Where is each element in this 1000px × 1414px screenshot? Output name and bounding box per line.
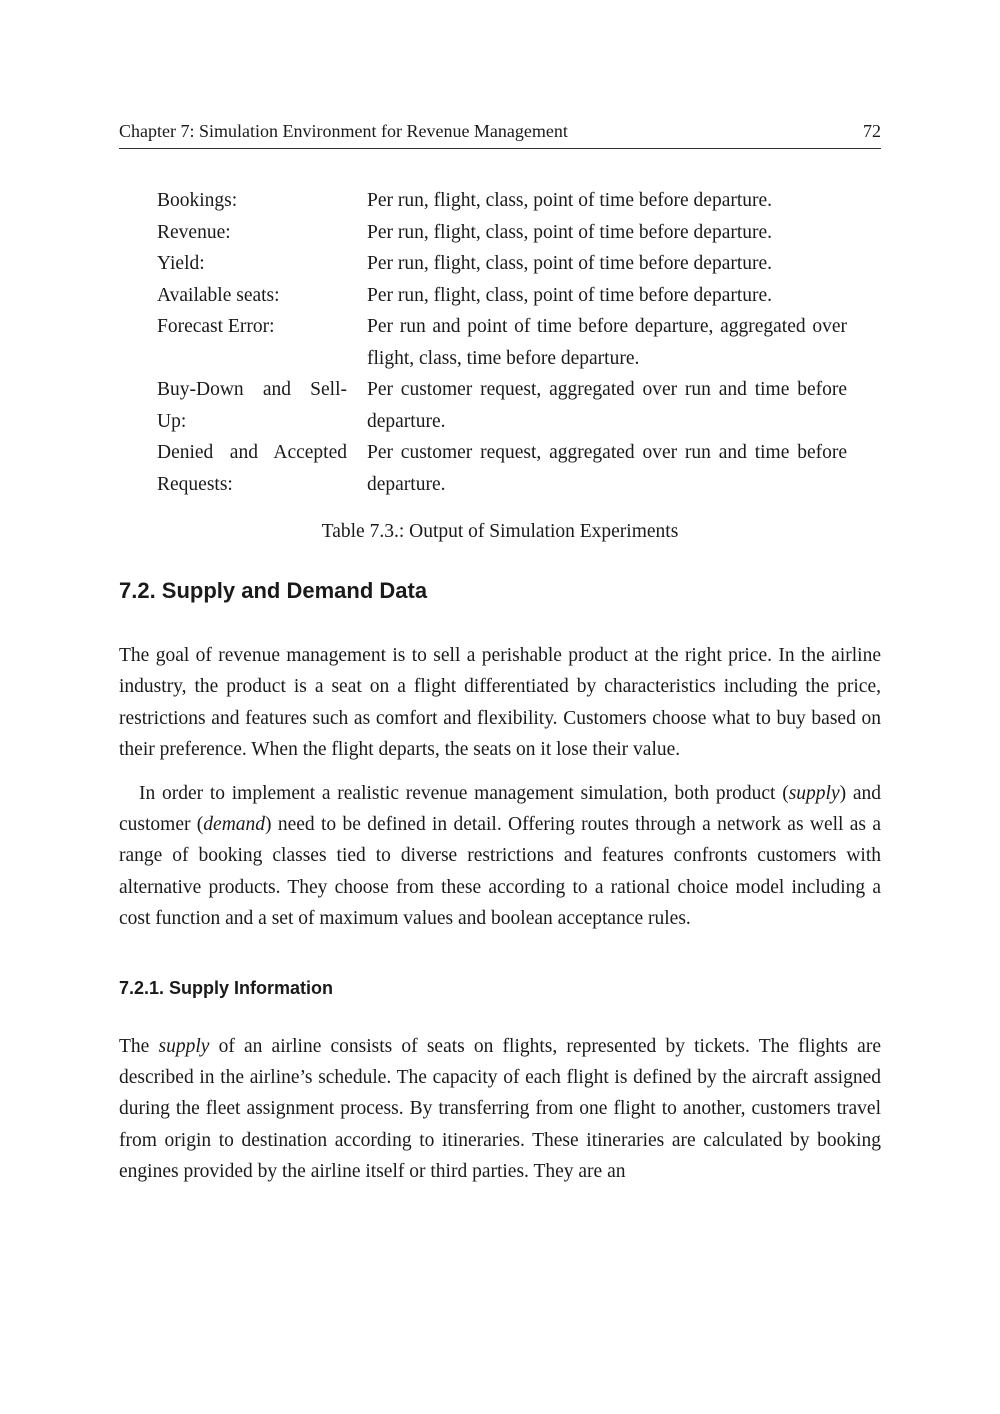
table-row (157, 280, 847, 312)
text-run: The (119, 1035, 159, 1057)
running-header (119, 118, 881, 149)
metric-description: Per run and point of time before departure, aggregated over flight, class, time before departure. (367, 316, 847, 369)
output-table (157, 185, 847, 500)
subsection-heading: 7.2.1. Supply Information (119, 977, 334, 998)
output-table-body (157, 185, 847, 500)
chapter-title: Chapter 7: Simulation Environment for Revenue Management (119, 121, 568, 141)
page (119, 118, 881, 1188)
metric-label: Yield: (157, 253, 205, 274)
metric-description: Per run, flight, class, point of time before departure. (367, 190, 773, 211)
table-row (157, 311, 847, 374)
metric-label: Buy-Down and Sell-Up: (157, 379, 347, 432)
table-caption: Table 7.3.: Output of Simulation Experiments (321, 521, 679, 542)
emphasis-term: supply (788, 782, 840, 804)
metric-label: Available seats: (157, 284, 280, 306)
metric-label: Bookings: (157, 190, 238, 211)
paragraph (119, 1031, 881, 1188)
text-run: ) need to be defined in detail. Offering routes through a network as well as a range of booking classes tied to diverse restrictions and features confronts customers with alternative products. They choose from these according to a rational choice model including a cost function and a set of maximum values and boolean acceptance rules. (119, 814, 881, 930)
emphasis-term: demand (203, 814, 266, 836)
table-row (157, 374, 847, 437)
table-row (157, 437, 847, 500)
metric-description: Per customer request, aggregated over run and time before departure. (367, 442, 847, 495)
paragraph (119, 778, 881, 935)
metric-description: Per customer request, aggregated over run and time before departure. (367, 379, 847, 432)
metric-label: Forecast Error: (157, 316, 275, 337)
table-row (157, 185, 847, 217)
text-run: In order to implement a realistic revenue management simulation, both product ( (139, 782, 789, 804)
metric-description: Per run, flight, class, point of time before departure. (367, 221, 773, 243)
metric-label: Revenue: (157, 221, 231, 243)
metric-description: Per run, flight, class, point of time before departure. (367, 284, 773, 306)
section-heading: 7.2. Supply and Demand Data (119, 578, 428, 603)
page-number: 72 (863, 121, 881, 141)
metric-description: Per run, flight, class, point of time before departure. (367, 253, 773, 274)
metric-label: Denied and Accepted Requests: (157, 442, 347, 495)
paragraph: The goal of revenue management is to sell a perishable product at the right price. In the airline industry, the product is a seat on a flight differentiated by characteristics including the price, restrictions and features such as comfort and flexibility. Customers choose what to buy based on their preference. When the flight departs, the seats on it lose their value. (119, 645, 881, 761)
table-row (157, 217, 847, 249)
text-run: ) and customer ( (119, 782, 881, 836)
text-run: of an airline consists of seats on flights, represented by tickets. The flights are described in the airline’s schedule. The capacity of each flight is defined by the aircraft assigned during the fleet assignment process. By transferring from one flight to another, customers travel from origin to destination according to itineraries. These itineraries are calculated by booking engines provided by the airline itself or third parties. They are an (119, 1035, 881, 1183)
table-row (157, 248, 847, 280)
emphasis-term: supply (158, 1035, 210, 1057)
